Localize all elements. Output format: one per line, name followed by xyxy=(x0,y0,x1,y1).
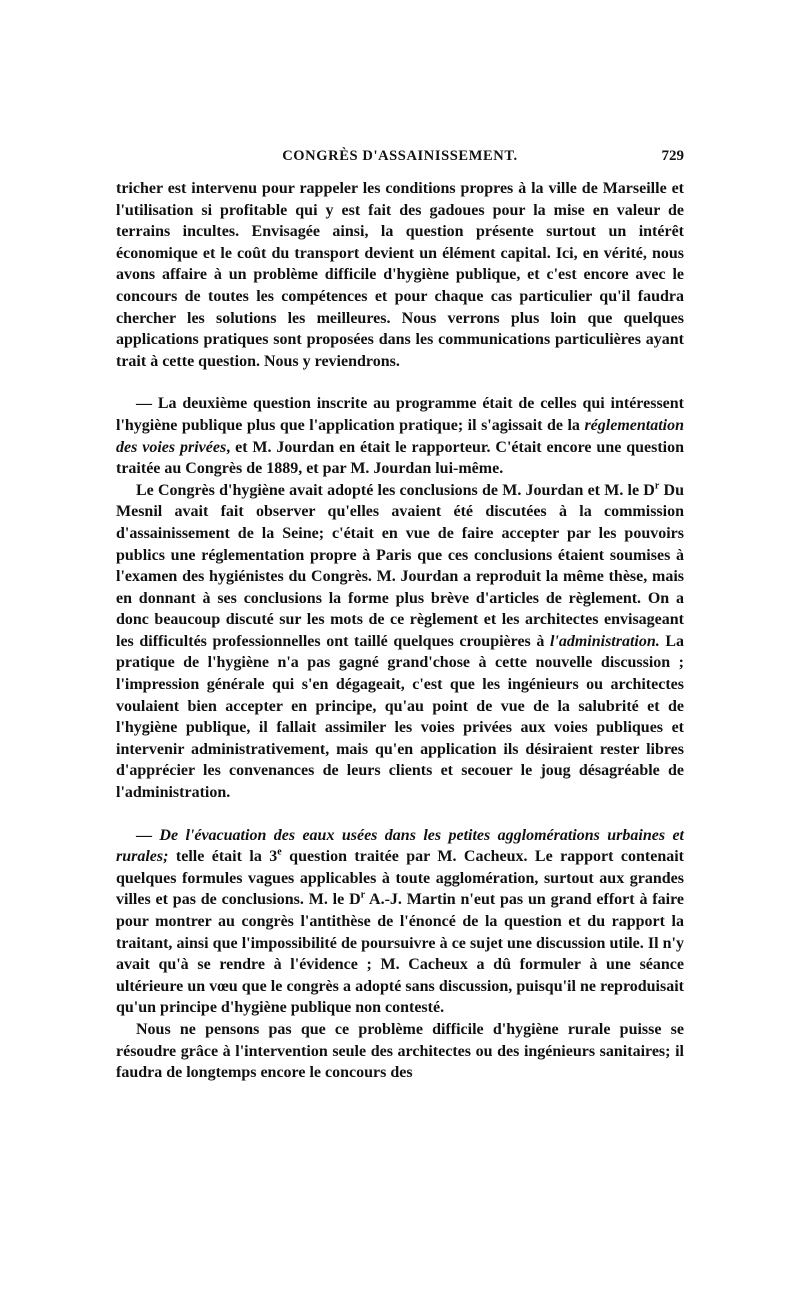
running-title: CONGRÈS D'ASSAINISSEMENT. xyxy=(282,148,518,164)
text-run: , et M. Jourdan en était le rapporteur. C'était encore une question traitée au Congrès de 1889, et par M. Jourdan lui-même. xyxy=(116,438,685,478)
superscript: r xyxy=(654,480,660,492)
italic-run: De l'évacuation des eaux usées dans les petites agglomérations urbaines et rurales; xyxy=(116,826,685,866)
italic-run: l'administration. xyxy=(549,632,660,650)
superscript: r xyxy=(360,890,366,902)
text-run: — xyxy=(136,826,160,844)
paragraph-third-question xyxy=(116,825,684,1019)
text-run: Du Mesnil avait fait observer qu'elles avaient été discutées à la commission d'assainissement de la Seine; c'était en vue de faire accepter par les pouvoirs publics une réglementation propre à Paris que ces conclusions étaient soumises à l'examen des hygiénistes du Congrès. M. Jourdan a reproduit la même thèse, mais en donnant à ses conclusions la forme plus brève d'articles de règlement. On a donc beaucoup discuté sur les mots de ce règlement et les architectes envisageant les difficultés professionnelles ont taillé quelques croupières à xyxy=(116,481,685,650)
running-header xyxy=(116,148,684,178)
text-run: telle était la 3 xyxy=(168,848,278,866)
text-run: Le Congrès d'hygiène avait adopté les conclusions de M. Jourdan et M. le D xyxy=(136,481,655,499)
text-run: — La deuxième question inscrite au programme était de celles qui intéressent l'hygiène publique plus que l'application pratique; il s'agissait de la xyxy=(116,395,684,434)
page-number: 729 xyxy=(661,148,684,164)
paragraph-second-question xyxy=(116,393,684,479)
document-page xyxy=(116,148,684,1084)
superscript: e xyxy=(277,846,282,858)
paragraph-continuation: tricher est intervenu pour rappeler les conditions propres à la ville de Marseille et l'utilisation si profitable qui y est fait des gadoues pour la mise en valeur de terrains incultes. Envisagée ainsi, la question présente surtout un intérêt économique et le coût du transport devient un élément capital. Ici, en vérité, nous avons affaire à un problème difficile d'hygiène publique, et c'est encore avec le concours de toutes les compétences et pour chaque cas particulier qu'il faudra chercher les solutions les meilleures. Nous verrons plus loin que quelques applications pratiques sont proposées dans les communications particulières ayant trait à cette question. Nous y reviendrons. xyxy=(116,180,684,370)
section-spacer xyxy=(116,804,684,825)
italic-run: réglementation des voies privées xyxy=(116,416,684,456)
paragraph-jourdan-conclusions xyxy=(116,480,684,804)
paragraph-rural-hygiene: Nous ne pensons pas que ce problème difficile d'hygiène rurale puisse se résoudre grâce à l'intervention seule des architectes ou des ingénieurs sanitaires; il faudra de longtemps encore le concours des xyxy=(116,1020,684,1082)
text-run: question traitée par M. Cacheux. Le rapport contenait quelques formules vagues applicables à toute agglomération, surtout aux grandes villes et pas de conclusions. M. le D xyxy=(116,848,684,909)
text-run: La pratique de l'hygiène n'a pas gagné grand'chose à cette nouvelle discussion ; l'impression générale qui s'en dégageait, c'est que les ingénieurs ou architectes voulaient bien accepter en principe, qu'au point de vue de la salubrité et de l'hygiène publique, il fallait assimiler les voies privées aux voies publiques et intervenir administrativement, mais qu'en application ils désiraient rester libres d'apprécier les convenances de leurs clients et secouer le joug désagréable de l'administration. xyxy=(116,632,684,802)
section-spacer xyxy=(116,372,684,393)
text-run: A.-J. Martin n'eut pas un grand effort à faire pour montrer au congrès l'antithèse de l'énoncé de la question et du rapport la traitant, ainsi que l'impossibilité de poursuivre à ce sujet une discussion utile. Il n'y avait qu'à se rendre à l'évidence ; M. Cacheux a dû formuler à une séance ultérieure un vœu que le congrès a adopté sans discussion, puisqu'il ne reproduisait qu'un principe d'hygiène publique non contesté. xyxy=(116,891,684,1017)
